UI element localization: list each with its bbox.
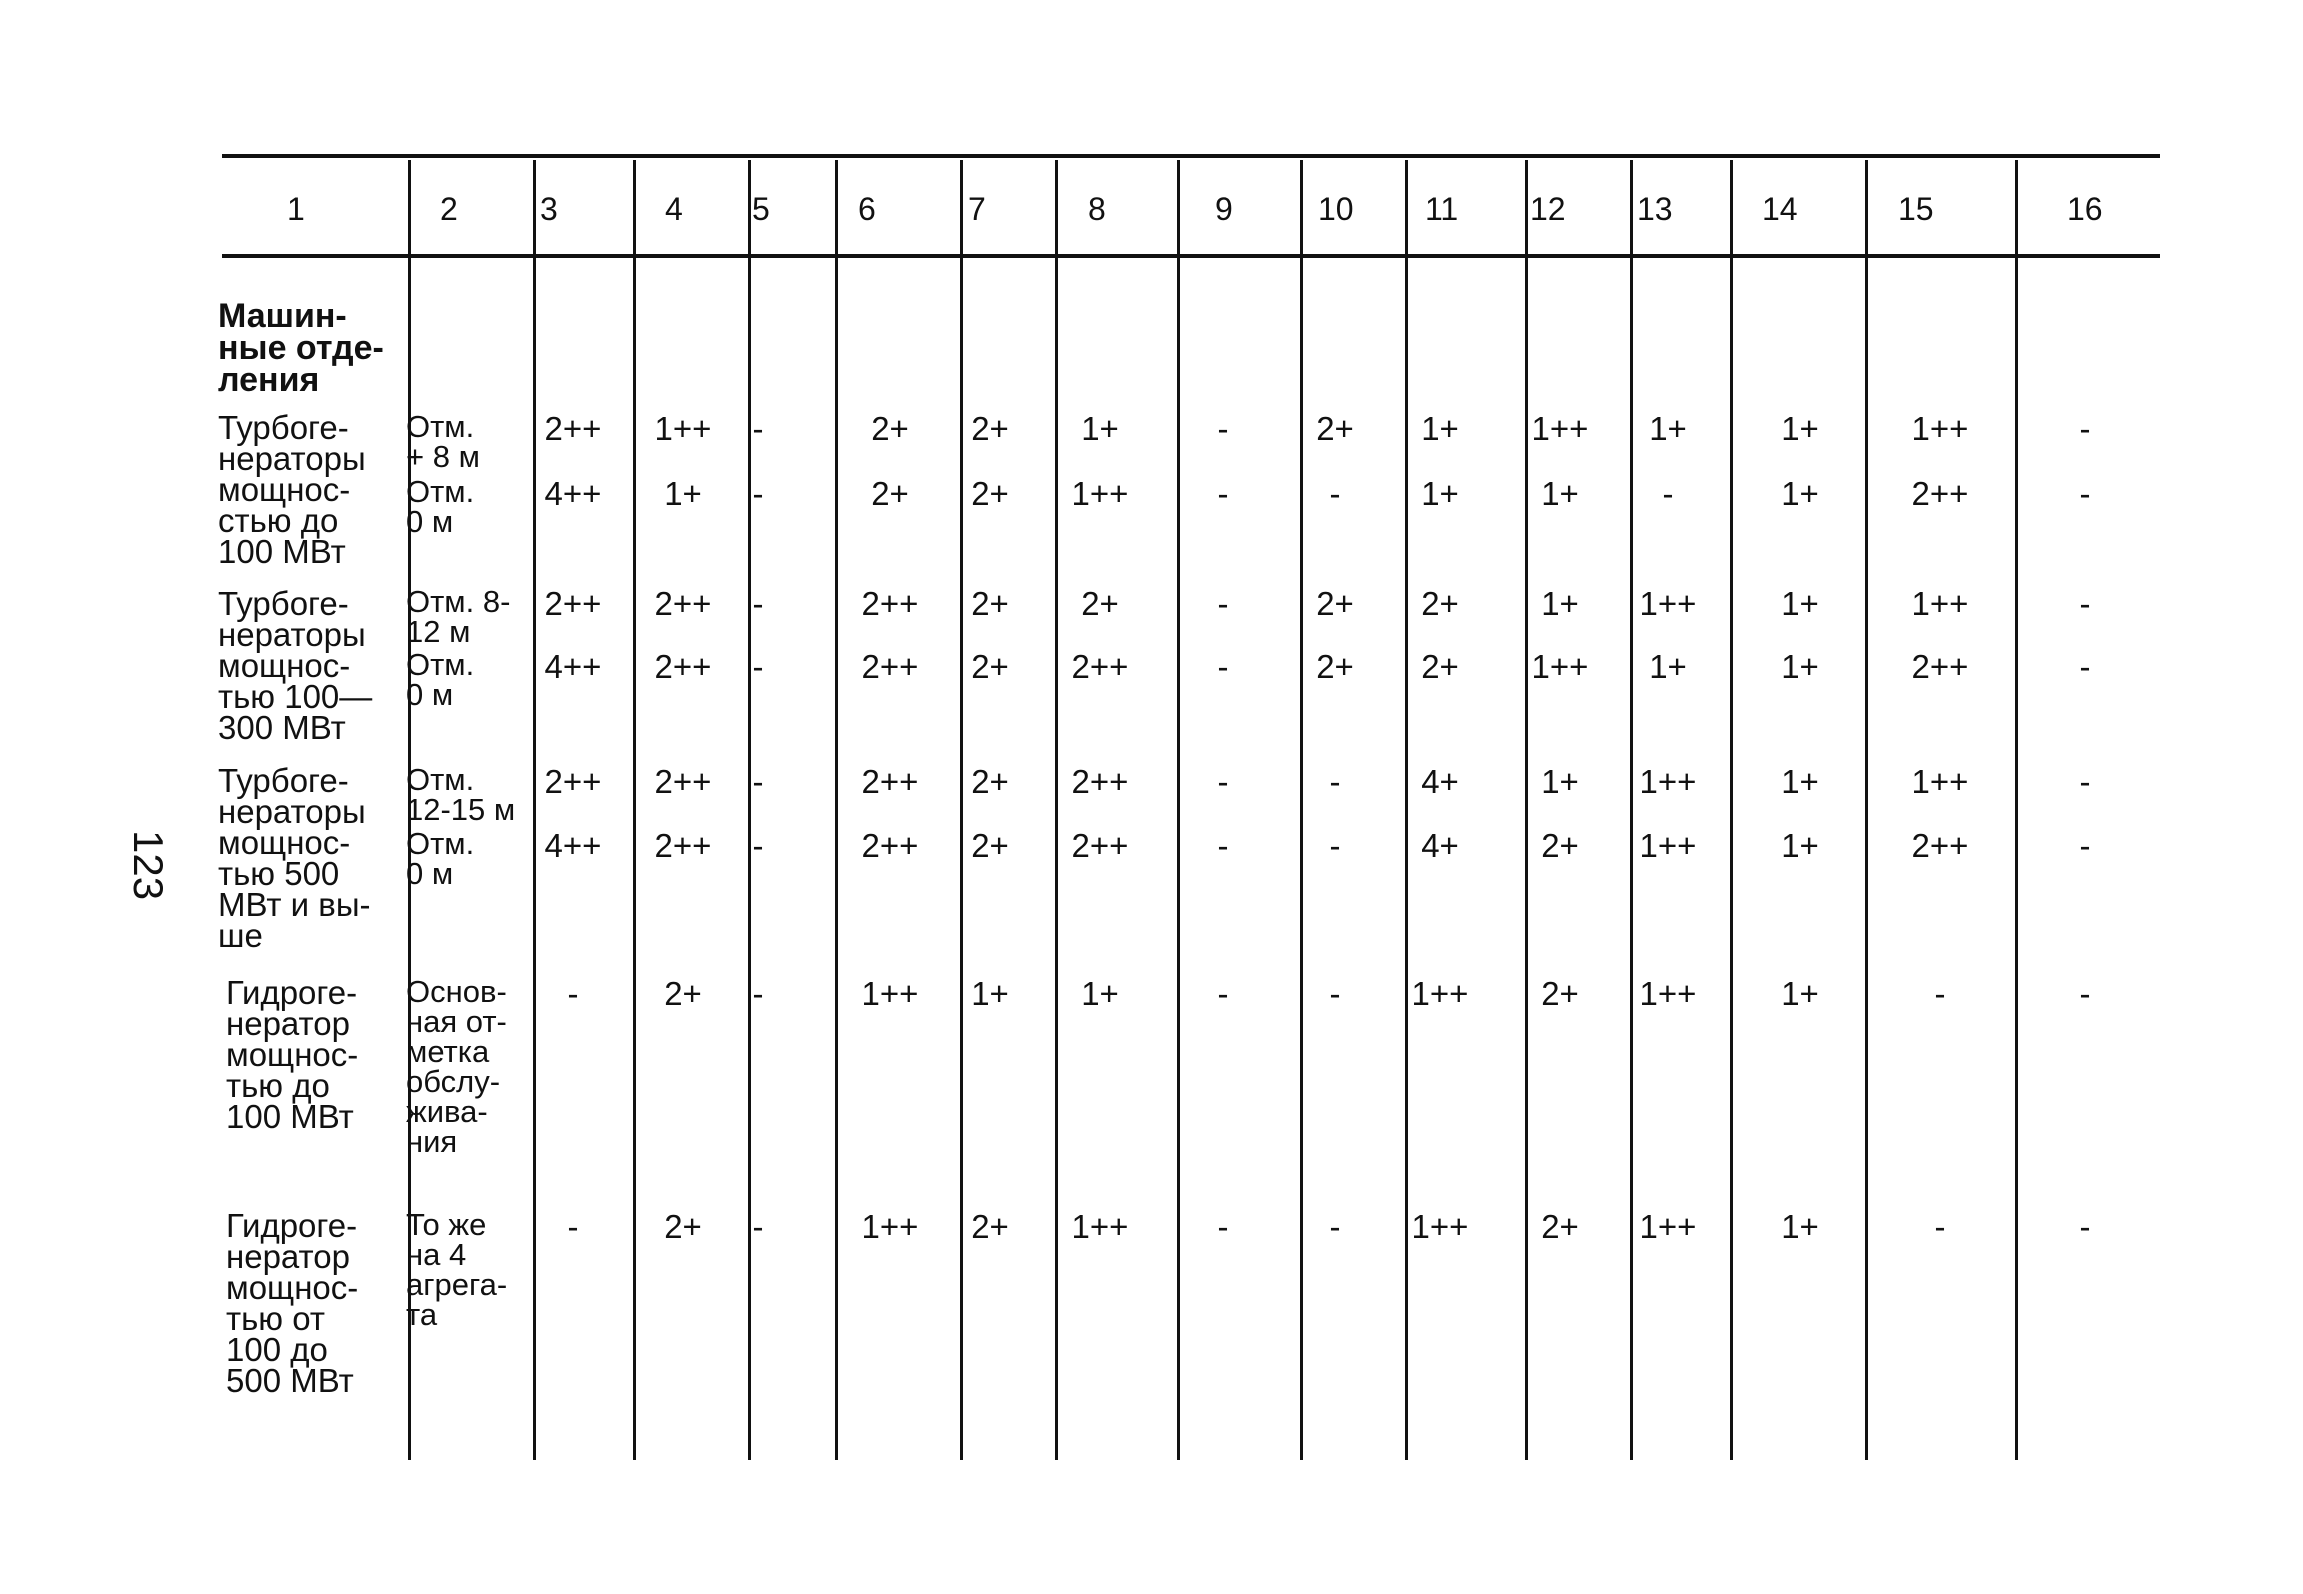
table-cell: 2+: [971, 648, 1009, 685]
table-cell: -: [1217, 763, 1229, 800]
header-col-2: 2: [440, 191, 458, 227]
table-cell: 2++: [1911, 648, 1969, 685]
table-cell: 4++: [544, 648, 602, 685]
header-col-16: 16: [2067, 191, 2103, 227]
column-divider: [1525, 160, 1528, 1460]
table-cell: 1+: [664, 475, 702, 512]
table-cell: 1++: [1639, 585, 1697, 622]
column-divider: [533, 160, 536, 1460]
table-cell: 2+: [971, 1208, 1009, 1245]
page-number: 123: [125, 830, 172, 901]
table-cell: 1+: [1781, 648, 1819, 685]
table-cell: 4+: [1421, 827, 1459, 864]
table-cell: 1+: [1541, 763, 1579, 800]
row-name: Гидроге- нератор мощнос- тью до 100 МВт: [226, 974, 359, 1135]
table-cell: 1+: [1421, 475, 1459, 512]
column-divider: [1630, 160, 1633, 1460]
table-cell: 2+: [971, 475, 1009, 512]
table-cell: -: [2079, 475, 2091, 512]
header-col-15: 15: [1898, 191, 1934, 227]
table-cell: 2+: [1081, 585, 1119, 622]
column-divider: [1405, 160, 1408, 1460]
table-cell: -: [1217, 827, 1229, 864]
table-cell: 1+: [1781, 975, 1819, 1012]
table-cell: 1++: [1911, 585, 1969, 622]
table-cell: 2+: [1541, 1208, 1579, 1245]
table-cell: -: [1329, 975, 1341, 1012]
table-cell: -: [2079, 585, 2091, 622]
row-level-mark: Отм. 0 м: [406, 474, 475, 539]
table-cell: 1+: [1421, 410, 1459, 447]
table-cell: 2++: [654, 648, 712, 685]
table-cell: 2++: [544, 763, 602, 800]
row-name: Турбоге- нераторы мощнос- тью 500 МВт и вы- ше: [218, 762, 371, 954]
table-cell: -: [752, 585, 764, 622]
column-divider: [960, 160, 963, 1460]
table-cell: -: [1217, 475, 1229, 512]
header-col-10: 10: [1318, 191, 1354, 227]
row-level-mark: То же на 4 агрега- та: [406, 1207, 508, 1332]
table-cell: 2++: [1071, 648, 1129, 685]
table-cell: 2+: [871, 410, 909, 447]
table-cell: 1++: [1639, 763, 1697, 800]
table-cell: 1++: [1911, 410, 1969, 447]
table-cell: -: [1934, 975, 1946, 1012]
table-cell: -: [1217, 410, 1229, 447]
row-level-mark: Отм. 0 м: [406, 647, 475, 712]
header-col-8: 8: [1088, 191, 1106, 227]
table-cell: 1+: [1541, 585, 1579, 622]
table-cell: 1++: [1911, 763, 1969, 800]
column-divider: [748, 160, 751, 1460]
table-cell: 1++: [861, 1208, 919, 1245]
table-cell: -: [1934, 1208, 1946, 1245]
table-cell: -: [2079, 1208, 2091, 1245]
table-cell: 2++: [1911, 827, 1969, 864]
table-cell: -: [752, 827, 764, 864]
table-cell: 2++: [861, 763, 919, 800]
table-cell: 1+: [1781, 410, 1819, 447]
table-cell: 1+: [1781, 763, 1819, 800]
header-col-1: 1: [287, 191, 305, 227]
table-cell: -: [752, 1208, 764, 1245]
header-col-14: 14: [1762, 191, 1798, 227]
table-cell: 1++: [1411, 975, 1469, 1012]
table-cell: 2+: [1421, 585, 1459, 622]
column-divider: [1865, 160, 1868, 1460]
table-cell: 2++: [861, 648, 919, 685]
table-cell: -: [2079, 975, 2091, 1012]
header-col-7: 7: [968, 191, 986, 227]
header-col-5: 5: [752, 191, 770, 227]
header-col-11: 11: [1425, 191, 1459, 227]
row-level-mark: Основ- ная от- метка обслу- жива- ния: [406, 974, 507, 1159]
row-level-mark: Отм. + 8 м: [406, 409, 480, 474]
table-cell: 4+: [1421, 763, 1459, 800]
table-cell: 2+: [971, 410, 1009, 447]
table-cell: -: [2079, 827, 2091, 864]
table-cell: 1++: [1531, 410, 1589, 447]
table-cell: 2++: [654, 827, 712, 864]
table-cell: -: [752, 975, 764, 1012]
table-cell: 2++: [1071, 763, 1129, 800]
table-cell: 1++: [654, 410, 712, 447]
table-cell: 1+: [1781, 1208, 1819, 1245]
table-cell: -: [752, 475, 764, 512]
table-cell: -: [1329, 475, 1341, 512]
table-cell: 2+: [971, 585, 1009, 622]
table-cell: 1+: [1649, 648, 1687, 685]
table-top-rule: [222, 154, 2160, 158]
table-cell: 1+: [971, 975, 1009, 1012]
header-col-9: 9: [1215, 191, 1233, 227]
header-col-12: 12: [1530, 191, 1566, 227]
column-divider: [1177, 160, 1180, 1460]
table-cell: -: [2079, 763, 2091, 800]
table-cell: 2++: [1071, 827, 1129, 864]
table-cell: 1+: [1781, 475, 1819, 512]
table-cell: 1+: [1781, 827, 1819, 864]
row-level-mark: Отм. 8- 12 м: [406, 584, 511, 649]
table-cell: 1++: [1411, 1208, 1469, 1245]
table-cell: -: [2079, 648, 2091, 685]
table-cell: 2+: [871, 475, 909, 512]
header-col-3: 3: [540, 191, 558, 227]
table-cell: -: [752, 763, 764, 800]
row-name: Гидроге- нератор мощнос- тью от 100 до 500 МВт: [226, 1207, 359, 1399]
table-cell: -: [567, 1208, 579, 1245]
table-cell: -: [567, 975, 579, 1012]
row-level-mark: Отм. 0 м: [406, 826, 475, 891]
table-cell: 1+: [1081, 410, 1119, 447]
table-cell: 1+: [1541, 475, 1579, 512]
table-cell: 1++: [1531, 648, 1589, 685]
table-cell: 2+: [1541, 827, 1579, 864]
table-cell: 1++: [1639, 1208, 1697, 1245]
column-divider: [1730, 160, 1733, 1460]
table-cell: 2+: [1316, 410, 1354, 447]
table-cell: 4++: [544, 475, 602, 512]
table-cell: -: [1217, 1208, 1229, 1245]
row-level-mark: Отм. 12-15 м: [406, 762, 516, 827]
table-cell: 1++: [1639, 827, 1697, 864]
header-col-4: 4: [665, 191, 683, 227]
row-name: Турбоге- нераторы мощнос- тью 100— 300 МВт: [218, 585, 373, 746]
table-cell: 1+: [1781, 585, 1819, 622]
section-title: Машин- ные отде- ления: [218, 297, 384, 399]
table-cell: -: [1217, 648, 1229, 685]
column-divider: [835, 160, 838, 1460]
table-cell: -: [1662, 475, 1674, 512]
column-divider: [2015, 160, 2018, 1460]
table-cell: 2+: [971, 763, 1009, 800]
table-cell: 1++: [1639, 975, 1697, 1012]
table-cell: 2++: [861, 585, 919, 622]
table-cell: 2++: [1911, 475, 1969, 512]
table-cell: 2+: [664, 1208, 702, 1245]
table-cell: 1++: [861, 975, 919, 1012]
table-cell: -: [1217, 585, 1229, 622]
table-cell: -: [1329, 1208, 1341, 1245]
header-col-6: 6: [858, 191, 876, 227]
table-cell: -: [752, 410, 764, 447]
table-cell: 1+: [1081, 975, 1119, 1012]
table-cell: 2+: [1421, 648, 1459, 685]
table-cell: 2+: [971, 827, 1009, 864]
table-cell: 2++: [861, 827, 919, 864]
table-cell: -: [1329, 827, 1341, 864]
table-cell: 4++: [544, 827, 602, 864]
header-col-13: 13: [1637, 191, 1673, 227]
table-cell: 1+: [1649, 410, 1687, 447]
table-cell: 2++: [654, 585, 712, 622]
table-cell: -: [1217, 975, 1229, 1012]
header-bottom-rule: [222, 254, 2160, 258]
table-cell: 2+: [1316, 585, 1354, 622]
table-cell: 2+: [1316, 648, 1354, 685]
row-name: Турбоге- нераторы мощнос- стью до 100 МВт: [218, 409, 366, 570]
table-cell: -: [1329, 763, 1341, 800]
table-cell: 2++: [654, 763, 712, 800]
column-divider: [1300, 160, 1303, 1460]
column-divider: [633, 160, 636, 1460]
table-cell: 2++: [544, 585, 602, 622]
table-cell: 1++: [1071, 1208, 1129, 1245]
table-cell: 1++: [1071, 475, 1129, 512]
table-cell: -: [752, 648, 764, 685]
table-cell: 2++: [544, 410, 602, 447]
table-cell: 2+: [664, 975, 702, 1012]
table-cell: 2+: [1541, 975, 1579, 1012]
column-divider: [1055, 160, 1058, 1460]
table-cell: -: [2079, 410, 2091, 447]
